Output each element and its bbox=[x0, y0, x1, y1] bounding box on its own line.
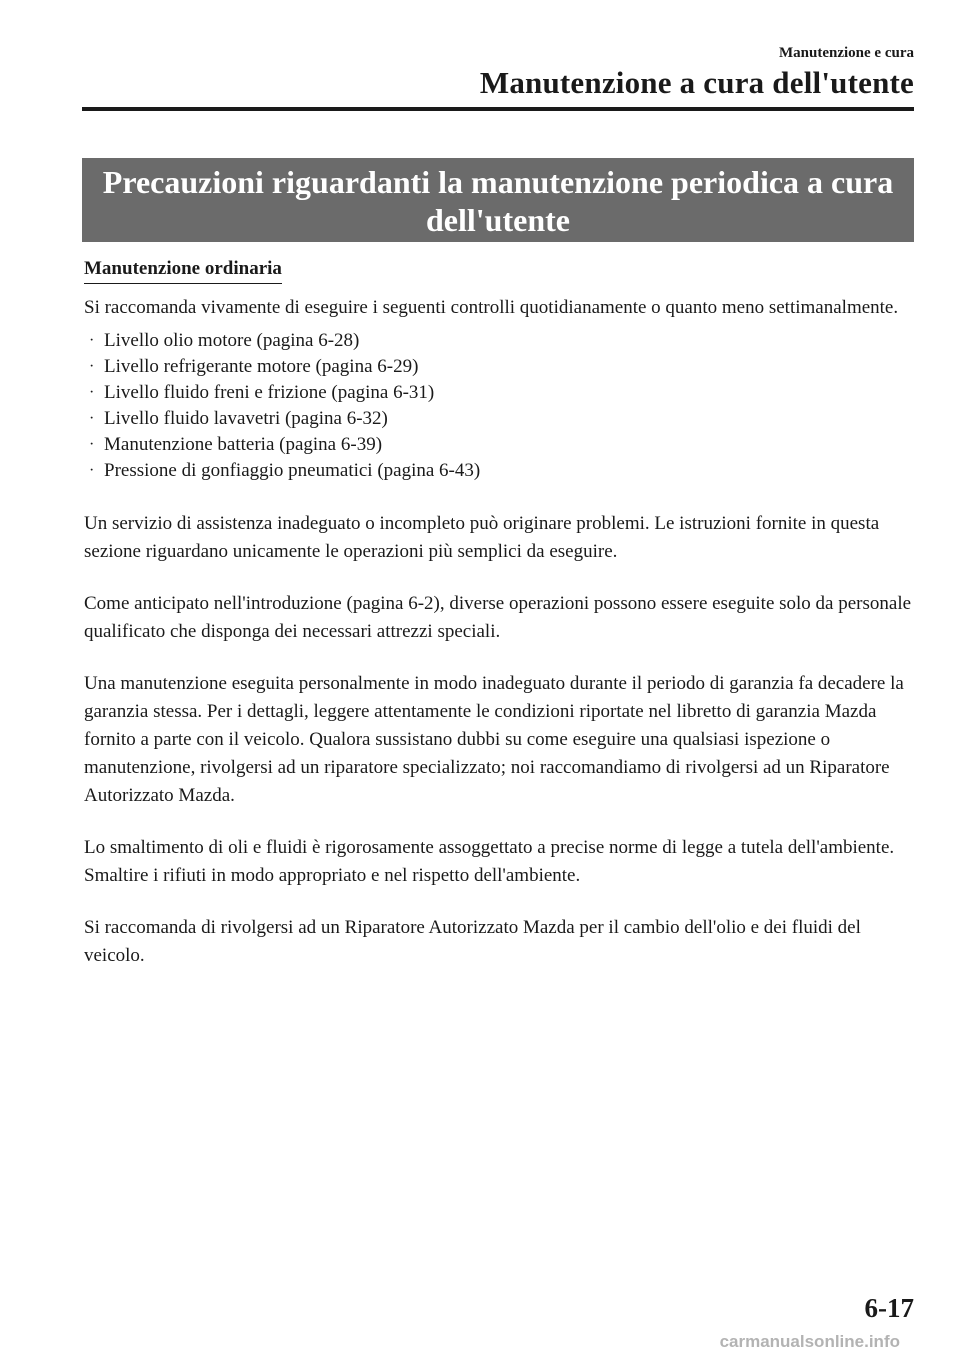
chapter-label: Manutenzione e cura bbox=[779, 45, 914, 61]
paragraph-qualified-personnel: Come anticipato nell'introduzione (pagina 6-2), diverse operazioni possono essere eseguite solo da personale qualificato che disponga dei necessari attrezzi speciali. bbox=[84, 593, 912, 642]
banner-title-line-2: dell'utente bbox=[426, 202, 570, 238]
banner-title-line-1: Precauzioni riguardanti la manutenzione periodica a cura bbox=[102, 164, 894, 200]
list-item-text: Livello refrigerante motore (pagina 6-29) bbox=[104, 356, 419, 377]
header-rule bbox=[82, 107, 914, 111]
list-item-text: Livello fluido lavavetri (pagina 6-32) bbox=[104, 408, 388, 429]
list-item-text: Manutenzione batteria (pagina 6-39) bbox=[104, 434, 383, 455]
page-number: 6-17 bbox=[864, 1293, 914, 1323]
paragraph-warranty: Una manutenzione eseguita personalmente in modo inadeguato durante il periodo di garanzia fa decadere la garanzia stessa. Per i dettagli, leggere attentamente le condizioni riportate nel libretto di garanzia Mazda fornito a parte con il veicolo. Qualora sussistano dubbi su come eseguire una qualsiasi ispezione o manutenzione, rivolgersi ad un riparatore specializzato; noi raccomandiamo di rivolgersi ad un Riparatore Autorizzato Mazda. bbox=[84, 673, 904, 806]
watermark: carmanualsonline.info bbox=[719, 1332, 900, 1351]
daily-check-list bbox=[84, 328, 914, 484]
paragraph-service-quality: Un servizio di assistenza inadeguato o incompleto può originare problemi. Le istruzioni fornite in questa sezione riguardano unicamente le operazioni più semplici da eseguire. bbox=[84, 513, 880, 562]
section-title: Manutenzione a cura dell'utente bbox=[479, 65, 914, 100]
running-header bbox=[480, 44, 914, 101]
list-item bbox=[84, 458, 914, 484]
subheading-ordinary-maintenance: Manutenzione ordinaria bbox=[84, 256, 282, 284]
list-item bbox=[84, 354, 914, 380]
list-item bbox=[84, 406, 914, 432]
list-item-text: Livello fluido freni e frizione (pagina 6-31) bbox=[104, 382, 435, 403]
bullet-icon: · bbox=[89, 410, 95, 427]
paragraph-disposal: Lo smaltimento di oli e fluidi è rigorosamente assoggettato a precise norme di legge a tutela dell'ambiente. Smaltire i rifiuti in modo appropriato e nel rispetto dell'ambiente. bbox=[84, 837, 895, 886]
main-content bbox=[84, 255, 914, 994]
intro-paragraph: Si raccomanda vivamente di eseguire i seguenti controlli quotidianamente o quanto meno settimanalmente. bbox=[84, 297, 899, 318]
bullet-icon: · bbox=[89, 332, 95, 349]
list-item-text: Pressione di gonfiaggio pneumatici (pagina 6-43) bbox=[104, 460, 481, 481]
bullet-icon: · bbox=[89, 436, 95, 453]
bullet-icon: · bbox=[89, 358, 95, 375]
list-item bbox=[84, 432, 914, 458]
title-banner bbox=[82, 158, 914, 242]
bullet-icon: · bbox=[89, 384, 95, 401]
list-item bbox=[84, 328, 914, 354]
list-item-text: Livello olio motore (pagina 6-28) bbox=[104, 330, 360, 351]
paragraph-oil-change: Si raccomanda di rivolgersi ad un Riparatore Autorizzato Mazda per il cambio dell'olio e dei fluidi del veicolo. bbox=[84, 917, 861, 966]
bullet-icon: · bbox=[89, 462, 95, 479]
list-item bbox=[84, 380, 914, 406]
